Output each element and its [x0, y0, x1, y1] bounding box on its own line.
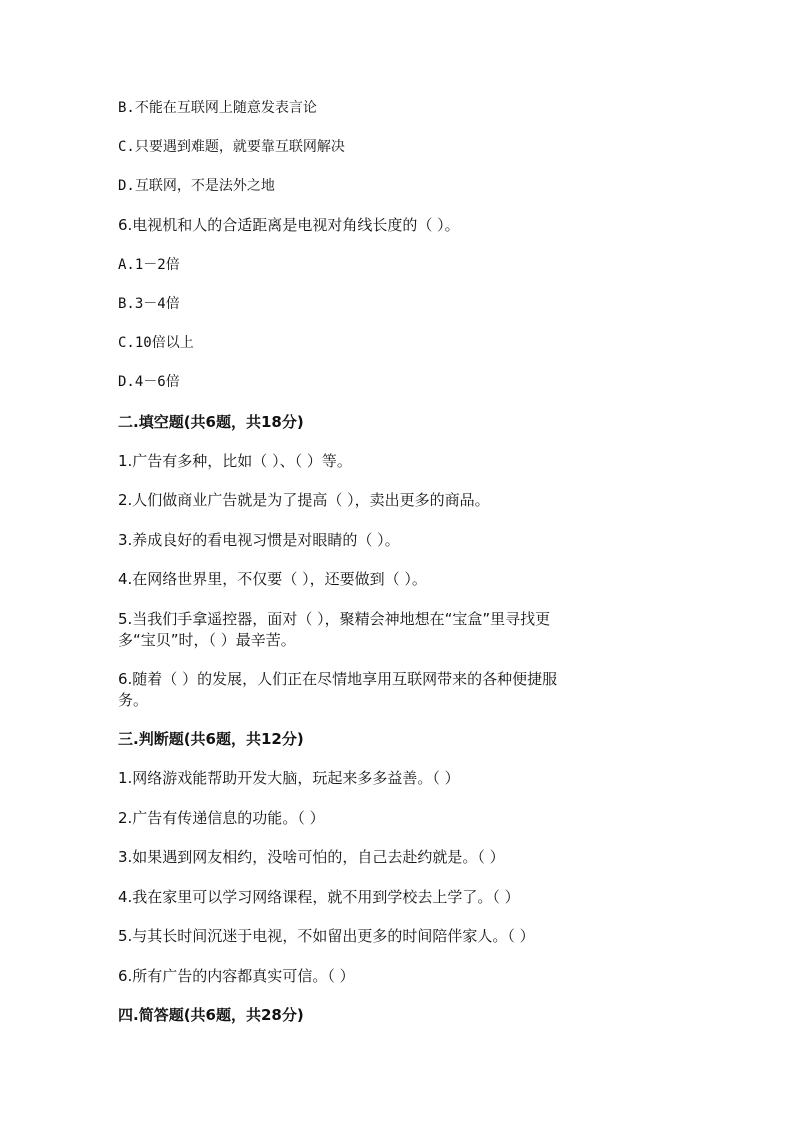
fill-q2: 2.人们做商业广告就是为了提高（ ），卖出更多的商品。	[118, 491, 490, 509]
fill-q5-line2: 多“宝贝”时，（ ）最辛苦。	[118, 631, 296, 649]
judge-q1: 1.网络游戏能帮助开发大脑，玩起来多多益善。（ ）	[118, 769, 460, 787]
judge-q3: 3.如果遇到网友相约，没啥可怕的，自己去赴约就是。（ ）	[118, 848, 505, 866]
judge-q2: 2.广告有传递信息的功能。（ ）	[118, 809, 325, 827]
q6-stem: 6.电视机和人的合适距离是电视对角线长度的（ ）。	[118, 216, 460, 234]
fill-q1: 1.广告有多种，比如（ ）、（ ）等。	[118, 452, 352, 470]
fill-q6-line2: 务。	[118, 691, 149, 709]
q6-option-c: C.10倍以上	[118, 335, 194, 351]
judge-q5: 5.与其长时间沉迷于电视，不如留出更多的时间陪伴家人。（ ）	[118, 927, 535, 945]
section4-heading: 四.简答题(共6题，共28分)	[118, 1006, 304, 1024]
fill-q6-line1: 6.随着（ ）的发展，人们正在尽情地享用互联网带来的各种便捷服	[118, 670, 558, 688]
q6-option-b: B.3－4倍	[118, 296, 180, 312]
section3-heading: 三.判断题(共6题，共12分)	[118, 730, 304, 748]
fill-q3: 3.养成良好的看电视习惯是对眼睛的（ ）。	[118, 531, 400, 549]
fill-q4: 4.在网络世界里，不仅要（ ），还要做到（ ）。	[118, 570, 427, 588]
judge-q4: 4.我在家里可以学习网络课程，就不用到学校去上学了。（ ）	[118, 888, 520, 906]
q5-option-b: B.不能在互联网上随意发表言论	[118, 100, 317, 116]
judge-q6: 6.所有广告的内容都真实可信。（ ）	[118, 967, 355, 985]
section2-heading: 二.填空题(共6题，共18分)	[118, 413, 304, 431]
fill-q5-line1: 5.当我们手拿遥控器，面对（ ），聚精会神地想在“宝盒”里寻找更	[118, 610, 551, 628]
q6-option-a: A.1－2倍	[118, 257, 180, 273]
q5-option-d: D.互联网，不是法外之地	[118, 178, 275, 194]
q5-option-c: C.只要遇到难题，就要靠互联网解决	[118, 139, 345, 155]
q6-option-d: D.4－6倍	[118, 374, 180, 390]
